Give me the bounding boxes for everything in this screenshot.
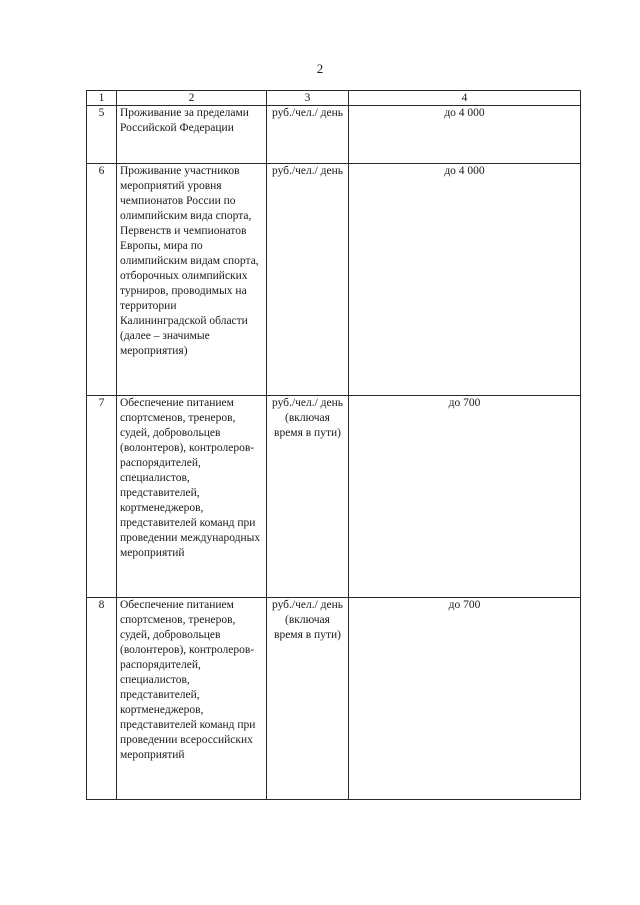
table-row: [87, 598, 581, 800]
header-col-4: 4: [349, 91, 581, 106]
row-name: Проживание участников мероприятий уровня чемпионатов России по олимпийским вида спорта, Первенств и чемпионатов Европы, мира по олимпийским видам спорта, отборочных олимпийских турниров, проводимых на территории Калининградской области (далее – значимые мероприятия): [117, 164, 267, 396]
row-number: 8: [87, 598, 117, 800]
row-unit: руб./чел./ день (включая время в пути): [267, 598, 349, 800]
page-number: 2: [316, 61, 324, 76]
header-col-2: 2: [117, 91, 267, 106]
row-name: Обеспечение питанием спортсменов, тренеров, судей, добровольцев (волонтеров), контролеров-распорядителей, специалистов, представителей, кортменеджеров, представителей команд при проведении всероссийских мероприятий: [117, 598, 267, 800]
row-number: 7: [87, 396, 117, 598]
row-value: до 700: [349, 598, 581, 800]
table-row: [87, 396, 581, 598]
row-number: 6: [87, 164, 117, 396]
row-name: Обеспечение питанием спортсменов, тренеров, судей, добровольцев (волонтеров), контролеров-распорядителей, специалистов, представителей, кортменеджеров, представителей команд при проведении международных мероприятий: [117, 396, 267, 598]
row-value: до 4 000: [349, 106, 581, 164]
rates-table: [86, 90, 581, 800]
table-row: [87, 164, 581, 396]
row-unit: руб./чел./ день: [267, 164, 349, 396]
row-value: до 700: [349, 396, 581, 598]
table-header-row: [87, 91, 581, 106]
row-number: 5: [87, 106, 117, 164]
header-col-3: 3: [267, 91, 349, 106]
row-unit: руб./чел./ день (включая время в пути): [267, 396, 349, 598]
header-col-1: 1: [87, 91, 117, 106]
row-value: до 4 000: [349, 164, 581, 396]
table-row: [87, 106, 581, 164]
row-unit: руб./чел./ день: [267, 106, 349, 164]
row-name: Проживание за пределами Российской Федерации: [117, 106, 267, 164]
